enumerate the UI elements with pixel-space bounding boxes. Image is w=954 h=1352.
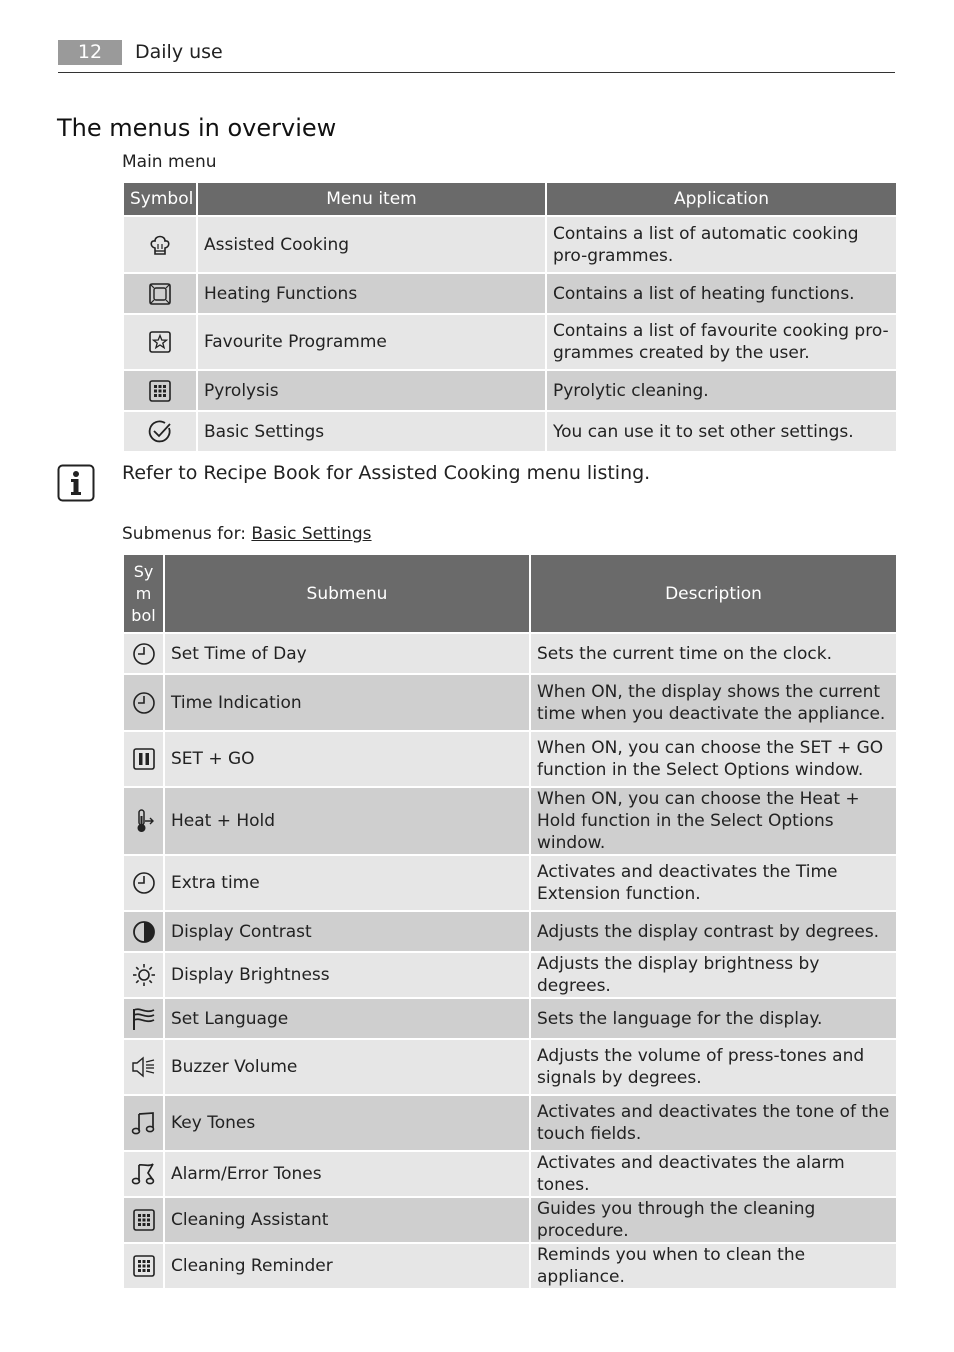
- submenu-cell: Cleaning Reminder: [164, 1243, 530, 1289]
- description-cell: When ON, you can choose the SET + GO function in the Select Options window.: [530, 731, 897, 787]
- page-title: The menus in overview: [57, 114, 337, 142]
- column-header-submenu: Submenu: [164, 554, 530, 633]
- thermometer-arrow-icon: [132, 808, 156, 834]
- music-note-icon: [131, 1110, 157, 1136]
- basic-settings-link[interactable]: Basic Settings: [251, 524, 372, 544]
- sun-icon: [132, 963, 156, 987]
- menu-item-cell: Heating Functions: [197, 273, 546, 314]
- description-cell: Reminds you when to clean the appliance.: [530, 1243, 897, 1289]
- table-row: [123, 787, 897, 855]
- table-row: [123, 273, 897, 314]
- alarm-tone-icon: [131, 1161, 157, 1187]
- column-header-description: Description: [530, 554, 897, 633]
- main-menu-table: [122, 181, 898, 453]
- column-header-menu-item: Menu item: [197, 182, 546, 216]
- symbol-cell: [123, 216, 197, 273]
- table-row: [123, 952, 897, 998]
- submenu-cell: Heat + Hold: [164, 787, 530, 855]
- table-row: [123, 1151, 897, 1197]
- flag-icon: [131, 1007, 157, 1031]
- menu-item-cell: Assisted Cooking: [197, 216, 546, 273]
- symbol-cell: [123, 411, 197, 452]
- menu-item-cell: Basic Settings: [197, 411, 546, 452]
- description-cell: Sets the language for the display.: [530, 998, 897, 1039]
- table-row: [123, 998, 897, 1039]
- submenu-cell: Extra time: [164, 855, 530, 911]
- submenu-cell: Display Brightness: [164, 952, 530, 998]
- column-header-symbol: Symbol: [123, 182, 197, 216]
- description-cell: When ON, the display shows the current time when you deactivate the appliance.: [530, 674, 897, 731]
- menu-item-cell: Pyrolysis: [197, 370, 546, 411]
- submenu-caption-prefix: Submenus for:: [122, 524, 252, 544]
- table-row: [123, 411, 897, 452]
- symbol-cell: [123, 952, 164, 998]
- table-row: [123, 1039, 897, 1095]
- oven-icon: [148, 282, 172, 306]
- info-note: Refer to Recipe Book for Assisted Cooking menu listing.: [122, 462, 651, 484]
- symbol-cell: [123, 633, 164, 674]
- description-cell: Activates and deactivates the Time Extension function.: [530, 855, 897, 911]
- submenu-cell: Set Language: [164, 998, 530, 1039]
- clock-icon: [132, 691, 156, 715]
- symbol-cell: [123, 855, 164, 911]
- submenu-cell: Buzzer Volume: [164, 1039, 530, 1095]
- symbol-cell: [123, 787, 164, 855]
- submenu-table: [122, 553, 898, 1290]
- description-cell: Activates and deactivates the alarm tones.: [530, 1151, 897, 1197]
- column-header-application: Application: [546, 182, 897, 216]
- main-menu-caption: Main menu: [122, 152, 217, 172]
- symbol-cell: [123, 998, 164, 1039]
- submenu-caption: [122, 524, 372, 544]
- symbol-cell: [123, 1151, 164, 1197]
- table-row: [123, 370, 897, 411]
- symbol-cell: [123, 731, 164, 787]
- submenu-cell: SET + GO: [164, 731, 530, 787]
- table-row: [123, 633, 897, 674]
- symbol-cell: [123, 273, 197, 314]
- clock-icon: [132, 642, 156, 666]
- description-cell: Adjusts the volume of press-tones and signals by degrees.: [530, 1039, 897, 1095]
- description-cell: Sets the current time on the clock.: [530, 633, 897, 674]
- column-header-symbol: Sy m bol: [123, 554, 164, 633]
- page-number: 12: [58, 40, 122, 65]
- table-row: [123, 1095, 897, 1151]
- symbol-cell: [123, 1039, 164, 1095]
- table-row: [123, 216, 897, 273]
- clock-icon: [132, 871, 156, 895]
- chef-hat-icon: [148, 232, 172, 258]
- check-circle-icon: [147, 419, 173, 445]
- symbol-cell: [123, 674, 164, 731]
- table-row: [123, 674, 897, 731]
- application-cell: Contains a list of automatic cooking pro-grammes.: [546, 216, 897, 273]
- application-cell: Pyrolytic cleaning.: [546, 370, 897, 411]
- pause-box-icon: [132, 747, 156, 771]
- table-row: [123, 1197, 897, 1243]
- submenu-cell: Display Contrast: [164, 911, 530, 952]
- pyrolysis-grid-icon: [148, 379, 172, 403]
- description-cell: Adjusts the display brightness by degrees.: [530, 952, 897, 998]
- table-row: [123, 855, 897, 911]
- symbol-cell: [123, 911, 164, 952]
- application-cell: Contains a list of favourite cooking pro-grammes created by the user.: [546, 314, 897, 370]
- page-header: [58, 40, 895, 73]
- cleaning-grid-icon: [132, 1254, 156, 1278]
- submenu-cell: Cleaning Assistant: [164, 1197, 530, 1243]
- table-row: [123, 1243, 897, 1289]
- contrast-icon: [132, 920, 156, 944]
- cleaning-grid-icon: [132, 1208, 156, 1232]
- submenu-cell: Time Indication: [164, 674, 530, 731]
- submenu-cell: Set Time of Day: [164, 633, 530, 674]
- application-cell: Contains a list of heating functions.: [546, 273, 897, 314]
- table-row: [123, 314, 897, 370]
- section-label: Daily use: [135, 41, 223, 63]
- info-icon: [57, 464, 95, 502]
- symbol-cell: [123, 1095, 164, 1151]
- symbol-cell: [123, 1243, 164, 1289]
- symbol-cell: [123, 314, 197, 370]
- symbol-cell: [123, 370, 197, 411]
- speaker-icon: [131, 1055, 157, 1079]
- submenu-cell: Key Tones: [164, 1095, 530, 1151]
- application-cell: You can use it to set other settings.: [546, 411, 897, 452]
- star-icon: [148, 330, 172, 354]
- description-cell: When ON, you can choose the Heat + Hold function in the Select Options window.: [530, 787, 897, 855]
- description-cell: Guides you through the cleaning procedure.: [530, 1197, 897, 1243]
- menu-item-cell: Favourite Programme: [197, 314, 546, 370]
- submenu-cell: Alarm/Error Tones: [164, 1151, 530, 1197]
- table-row: [123, 731, 897, 787]
- description-cell: Adjusts the display contrast by degrees.: [530, 911, 897, 952]
- table-row: [123, 911, 897, 952]
- description-cell: Activates and deactivates the tone of the touch fields.: [530, 1095, 897, 1151]
- symbol-cell: [123, 1197, 164, 1243]
